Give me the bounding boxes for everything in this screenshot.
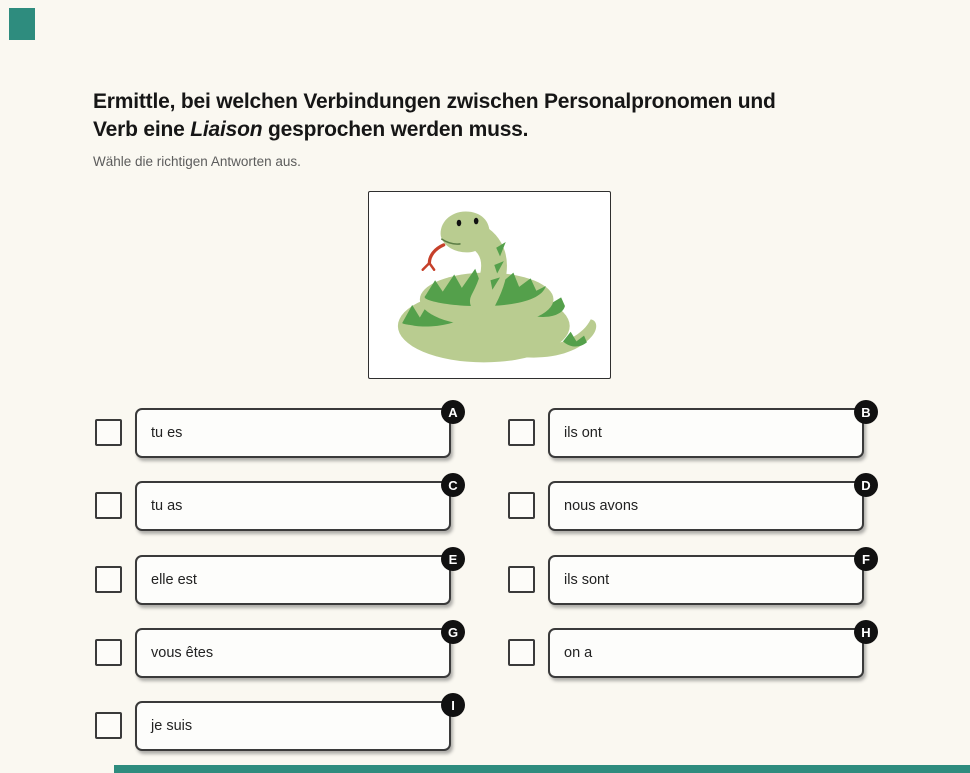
- answer-label: ils sont: [564, 572, 610, 588]
- answer-letter-badge: F: [854, 547, 878, 571]
- answer-letter-badge: B: [854, 400, 878, 424]
- answer-option: [95, 624, 459, 678]
- prompt-italic-term: Liaison: [190, 118, 263, 141]
- answer-label: vous êtes: [151, 645, 214, 661]
- exercise-image: [368, 191, 611, 379]
- answer-option: [95, 697, 455, 751]
- answer-letter-badge: G: [441, 620, 465, 644]
- answer-option: [508, 624, 871, 678]
- snake-illustration: [374, 196, 606, 374]
- answer-letter-badge: I: [441, 693, 465, 717]
- answer-checkbox[interactable]: [508, 492, 535, 519]
- answer-option: [95, 477, 458, 531]
- prompt-line2-pre: Verb eine: [93, 118, 191, 141]
- answer-option: [508, 477, 871, 531]
- answer-checkbox[interactable]: [95, 492, 122, 519]
- answer-label: on a: [564, 645, 593, 661]
- task-prompt: [93, 88, 903, 144]
- top-left-accent: [9, 8, 35, 40]
- answer-label: je suis: [151, 718, 193, 734]
- answer-option: [508, 404, 871, 458]
- answer-label: elle est: [151, 572, 197, 588]
- answer-label: ils ont: [564, 425, 602, 441]
- answer-box[interactable]: [135, 551, 458, 605]
- task-instruction: Wähle die richtigen Antworten aus.: [93, 154, 301, 169]
- answer-box[interactable]: [135, 697, 455, 751]
- answer-checkbox[interactable]: [508, 639, 535, 666]
- answer-label: nous avons: [564, 498, 639, 514]
- answer-checkbox[interactable]: [95, 419, 122, 446]
- answer-letter-badge: A: [441, 400, 465, 424]
- answer-label: tu es: [151, 425, 183, 441]
- answer-option: [508, 551, 870, 605]
- answer-letter-badge: C: [441, 473, 465, 497]
- answer-checkbox[interactable]: [95, 712, 122, 739]
- prompt-line1: Ermittle, bei welchen Verbindungen zwischen Personalpronomen und: [93, 90, 776, 113]
- answer-label: tu as: [151, 498, 183, 514]
- answer-letter-badge: E: [441, 547, 465, 571]
- answer-box[interactable]: [135, 404, 458, 458]
- answer-box[interactable]: [548, 477, 871, 531]
- bottom-progress-bar: [114, 765, 970, 773]
- answer-box[interactable]: [135, 624, 459, 678]
- answer-box[interactable]: [548, 404, 871, 458]
- answer-checkbox[interactable]: [508, 566, 535, 593]
- answer-option: [95, 551, 458, 605]
- answer-checkbox[interactable]: [95, 639, 122, 666]
- answer-box[interactable]: [135, 477, 458, 531]
- prompt-line2-post: gesprochen werden muss.: [262, 118, 529, 141]
- answer-letter-badge: D: [854, 473, 878, 497]
- answer-checkbox[interactable]: [95, 566, 122, 593]
- answer-box[interactable]: [548, 624, 871, 678]
- answer-box[interactable]: [548, 551, 870, 605]
- answer-letter-badge: H: [854, 620, 878, 644]
- answer-option: [95, 404, 458, 458]
- answer-checkbox[interactable]: [508, 419, 535, 446]
